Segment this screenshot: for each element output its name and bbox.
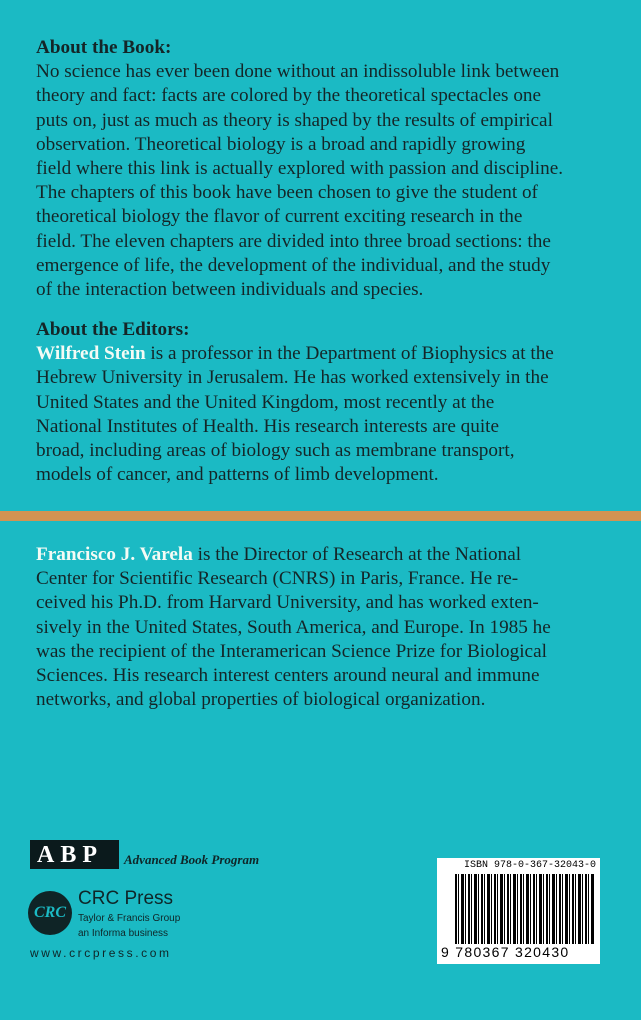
crc-logo-icon: CRC — [28, 891, 72, 935]
stein-bio — [36, 366, 635, 487]
text-line: broad, including areas of biology such as membrane transport, — [36, 440, 515, 462]
text-line: models of cancer, and patterns of limb development. — [36, 464, 439, 486]
isbn-text: ISBN 978-0-367-32043-0 — [463, 860, 596, 871]
text-line: Hebrew University in Jerusalem. He has worked extensively in the — [36, 367, 549, 389]
text-line: field where this link is actually explored with passion and discipline. — [36, 158, 564, 180]
about-book-text — [36, 60, 635, 302]
text-line: The chapters of this book have been chosen to give the student of — [36, 182, 538, 204]
text-line: of the interaction between individuals and species. — [36, 279, 424, 301]
crc-group-text: Taylor & Francis Group — [78, 913, 181, 924]
about-editors-heading: About the Editors: — [36, 319, 190, 340]
barcode-number: 9 780367 320430 — [441, 944, 570, 960]
crc-informa-text: an Informa business — [78, 928, 169, 939]
isbn-barcode — [437, 858, 600, 964]
text-line: observation. Theoretical biology is a broad and rapidly growing — [36, 133, 526, 155]
varela-bio — [36, 567, 635, 712]
text-line: Sciences. His research interest centers around neural and immune — [36, 665, 540, 687]
editor-name-stein: Wilfred Stein — [36, 343, 146, 365]
text-line: field. The eleven chapters are divided into three broad sections: the — [36, 230, 551, 252]
text-line: National Institutes of Health. His research interests are quite — [36, 415, 500, 437]
varela-bio-start: is the Director of Research at the National — [192, 544, 522, 565]
text-line: ceived his Ph.D. from Harvard University, and has worked exten- — [36, 592, 539, 614]
editor-name-varela: Francisco J. Varela — [36, 544, 193, 565]
about-book-section — [36, 36, 635, 302]
divider-stripe — [0, 511, 641, 521]
text-line: puts on, just as much as theory is shaped by the results of empirical — [36, 109, 553, 131]
text-line: sively in the United States, South America, and Europe. In 1985 he — [36, 616, 551, 638]
varela-first-line — [36, 543, 635, 567]
text-line: emergence of life, the development of the individual, and the study — [36, 254, 551, 276]
stein-bio-start: is a professor in the Department of Biophysics at the — [145, 343, 554, 365]
publisher-url: www.crcpress.com — [30, 946, 172, 960]
text-line: theory and fact: facts are colored by the theoretical spectacles one — [36, 85, 542, 107]
text-line: United States and the United Kingdom, most recently at the — [36, 391, 495, 413]
stein-first-line — [36, 342, 635, 366]
abp-program-text: Advanced Book Program — [124, 852, 260, 867]
text-line: Center for Scientific Research (CNRS) in Paris, France. He re- — [36, 568, 519, 590]
text-line: was the recipient of the Interamerican Science Prize for Biological — [36, 640, 547, 662]
barcode-bars — [455, 874, 595, 944]
crc-press-name: CRC Press — [78, 888, 174, 909]
abp-logo: ABP — [30, 840, 119, 869]
varela-section — [36, 543, 635, 712]
about-book-heading: About the Book: — [36, 37, 172, 58]
text-line: No science has ever been done without an indissoluble link between — [36, 61, 560, 83]
about-editors-section — [36, 318, 635, 487]
text-line: theoretical biology the flavor of current exciting research in the — [36, 206, 523, 228]
text-line: networks, and global properties of biological organization. — [36, 689, 486, 711]
